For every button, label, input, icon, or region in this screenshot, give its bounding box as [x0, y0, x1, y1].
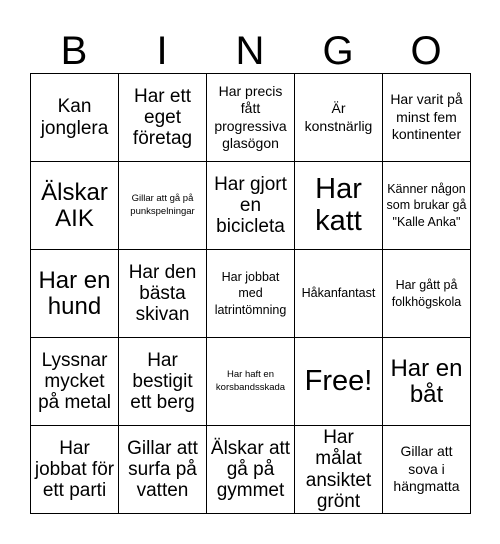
bingo-cell-r3-c4[interactable] — [295, 250, 383, 338]
header-letter-g: G — [322, 29, 354, 73]
bingo-cell-text: Free! — [304, 364, 373, 397]
bingo-cell-text: Har målat ansiktet grönt — [305, 426, 372, 512]
bingo-cell-text: Gillar att sova i hängmatta — [393, 443, 460, 495]
bingo-cell-text: Lyssnar mycket på metal — [38, 349, 111, 414]
bingo-cell-text: Har den bästa skivan — [128, 261, 197, 326]
bingo-cell-r5-c4[interactable] — [295, 426, 383, 514]
bingo-cell-r2-c5[interactable] — [383, 162, 471, 250]
bingo-cell-text: Har gjort en bicicleta — [214, 173, 287, 238]
header-letter-o: O — [410, 29, 442, 73]
bingo-cell-r4-c4[interactable] — [295, 338, 383, 426]
bingo-cell-r3-c5[interactable] — [383, 250, 471, 338]
bingo-cell-r2-c2[interactable] — [119, 162, 207, 250]
bingo-cell-r5-c5[interactable] — [383, 426, 471, 514]
bingo-cell-r1-c3[interactable] — [207, 74, 295, 162]
bingo-cell-text: Håkanfantast — [301, 286, 376, 301]
bingo-cell-text: Älskar AIK — [41, 178, 108, 232]
bingo-cell-text: Har gått på folkhögskola — [391, 278, 462, 309]
bingo-cell-text: Är konstnärlig — [304, 100, 373, 134]
bingo-cell-text: Kan jonglera — [40, 96, 109, 139]
bingo-cell-r1-c2[interactable] — [119, 74, 207, 162]
bingo-cell-r3-c3[interactable] — [207, 250, 295, 338]
bingo-cell-r4-c2[interactable] — [119, 338, 207, 426]
bingo-cell-text: Känner någon som brukar gå "Kalle Anka" — [386, 182, 467, 229]
bingo-cell-text: Har varit på minst fem kontinenter — [390, 91, 463, 143]
bingo-cell-r3-c2[interactable] — [119, 250, 207, 338]
bingo-cell-text: Har haft en korsbandsskada — [215, 368, 286, 393]
bingo-cell-r2-c1[interactable] — [31, 162, 119, 250]
header-letter-n: N — [235, 29, 265, 73]
bingo-cell-text: Gillar att gå på punkspelningar — [130, 192, 195, 217]
bingo-cell-r2-c4[interactable] — [295, 162, 383, 250]
bingo-cell-text: Har en båt — [390, 354, 463, 408]
bingo-cell-r1-c1[interactable] — [31, 74, 119, 162]
bingo-cell-r2-c3[interactable] — [207, 162, 295, 250]
bingo-cell-text: Älskar att gå på gymmet — [210, 437, 291, 502]
header-letter-b: B — [60, 29, 88, 73]
header-letter-i: I — [156, 29, 168, 73]
bingo-cell-r4-c5[interactable] — [383, 338, 471, 426]
bingo-cell-r4-c3[interactable] — [207, 338, 295, 426]
bingo-cell-r5-c3[interactable] — [207, 426, 295, 514]
bingo-cell-text: Har katt — [315, 172, 362, 237]
bingo-cell-r1-c4[interactable] — [295, 74, 383, 162]
bingo-cell-text: Har precis fått progressiva glasögon — [214, 82, 287, 151]
bingo-cell-text: Har jobbat för ett parti — [34, 437, 115, 502]
bingo-cell-text: Gillar att surfa på vatten — [127, 437, 198, 502]
bingo-cell-text: Har en hund — [38, 266, 111, 320]
bingo-header — [30, 26, 470, 74]
bingo-cell-r3-c1[interactable] — [31, 250, 119, 338]
bingo-cell-r4-c1[interactable] — [31, 338, 119, 426]
bingo-cell-r5-c2[interactable] — [119, 426, 207, 514]
bingo-board — [30, 73, 471, 514]
bingo-cell-text: Har jobbat med latrintömning — [214, 270, 287, 317]
bingo-cell-r5-c1[interactable] — [31, 426, 119, 514]
bingo-cell-text: Har ett eget företag — [132, 85, 193, 150]
bingo-cell-r1-c5[interactable] — [383, 74, 471, 162]
bingo-cell-text: Har bestigit ett berg — [130, 349, 195, 414]
